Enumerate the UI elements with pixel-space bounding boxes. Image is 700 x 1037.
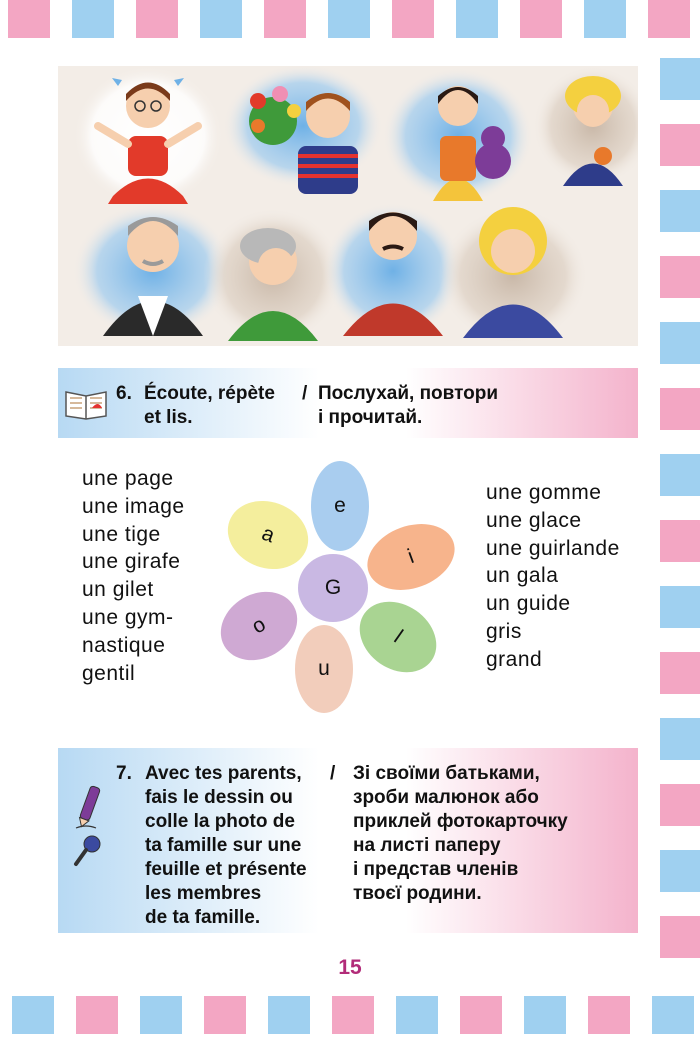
exercise-7-french-line: ta famille sur une: [145, 835, 302, 856]
exercise-7-french-line: colle la photo de: [145, 811, 295, 832]
word-list-right: [486, 479, 620, 674]
border-square: [12, 996, 54, 1034]
exercise-7-french-line: feuille et présente: [145, 859, 307, 880]
word-item: une page: [82, 467, 174, 490]
border-square: [396, 996, 438, 1034]
word-item: une image: [82, 494, 185, 518]
exercise-7-ukrainian-line: і представ членів: [353, 859, 519, 880]
border-square: [140, 996, 182, 1034]
petal-l: l: [346, 587, 450, 686]
exercise-7-number: 7.: [116, 763, 132, 784]
word-item: un gilet: [82, 578, 154, 602]
border-square: [204, 996, 246, 1034]
book-icon: [64, 386, 108, 420]
word-item: nastique: [82, 633, 166, 657]
page-number: 15: [338, 956, 362, 979]
top-border: [0, 0, 700, 38]
exercise-7-ukrainian-line: твоєї родини.: [353, 883, 482, 904]
exercise-7-french-line: de ta famille.: [145, 907, 261, 928]
petal-o: o: [208, 578, 309, 673]
border-square: [660, 916, 700, 958]
border-square: [76, 996, 118, 1034]
exercise-7-french-line: les membres: [145, 883, 262, 904]
border-square: [264, 0, 306, 38]
flower-center: G: [298, 554, 368, 622]
border-square: [660, 520, 700, 562]
word-item: un gala: [486, 564, 559, 588]
family-illustration: [58, 66, 638, 346]
word-item: une gomme: [486, 481, 602, 504]
exercise-7-ukrainian-line: приклей фотокарточку: [353, 811, 568, 832]
border-square: [8, 0, 50, 38]
word-list-left: [82, 465, 185, 687]
exercise-6-french-line: et lis.: [144, 407, 193, 428]
exercise-7-french-line: Avec tes parents,: [145, 763, 302, 784]
border-square: [660, 784, 700, 826]
border-square: [660, 322, 700, 364]
border-square: [328, 0, 370, 38]
border-square: [456, 0, 498, 38]
exercise-7-ukrainian-line: на листі паперу: [353, 835, 501, 856]
family-members-drawing: [58, 66, 638, 346]
exercise-6-ukrainian-line: і прочитай.: [318, 407, 423, 428]
pencil-and-glue-icon: [72, 784, 106, 874]
word-item: une guirlande: [486, 536, 620, 560]
exercise-7-separator: /: [330, 763, 336, 784]
word-item: une tige: [82, 522, 161, 546]
word-item: gentil: [82, 661, 136, 685]
border-square: [652, 996, 694, 1034]
border-square: [660, 850, 700, 892]
border-square: [584, 0, 626, 38]
petal-a: a: [218, 490, 318, 580]
border-square: [268, 996, 310, 1034]
exercise-6-number: 6.: [116, 383, 132, 404]
petal-u: u: [295, 625, 353, 713]
border-square: [200, 0, 242, 38]
petal-i: i: [358, 512, 464, 601]
bottom-border: [0, 996, 700, 1034]
petal-e: e: [311, 461, 369, 551]
border-square: [660, 190, 700, 232]
word-item: une girafe: [82, 550, 181, 574]
exercise-6-separator: /: [302, 383, 308, 404]
border-square: [520, 0, 562, 38]
word-item: grand: [486, 647, 543, 671]
border-square: [660, 388, 700, 430]
border-square: [332, 996, 374, 1034]
word-item: un guide: [486, 592, 571, 616]
border-square: [136, 0, 178, 38]
exercise-7-ukrainian-line: Зі своїми батьками,: [353, 763, 540, 784]
word-item: gris: [486, 619, 522, 643]
exercise-7-french-line: fais le dessin ou: [145, 787, 293, 808]
border-square: [660, 652, 700, 694]
border-square: [392, 0, 434, 38]
border-square: [460, 996, 502, 1034]
border-square: [648, 0, 690, 38]
right-border: [660, 58, 700, 982]
border-square: [524, 996, 566, 1034]
exercise-6-french-line: Écoute, répète: [144, 383, 275, 404]
border-square: [660, 586, 700, 628]
word-item: une gym-: [82, 605, 174, 629]
border-square: [660, 454, 700, 496]
exercise-7-ukrainian-line: зроби малюнок або: [353, 787, 539, 808]
word-item: une glace: [486, 508, 582, 532]
border-square: [660, 256, 700, 298]
border-square: [588, 996, 630, 1034]
border-square: [660, 124, 700, 166]
border-square: [72, 0, 114, 38]
exercise-6-ukrainian-line: Послухай, повтори: [318, 383, 499, 404]
border-square: [660, 58, 700, 100]
border-square: [660, 718, 700, 760]
